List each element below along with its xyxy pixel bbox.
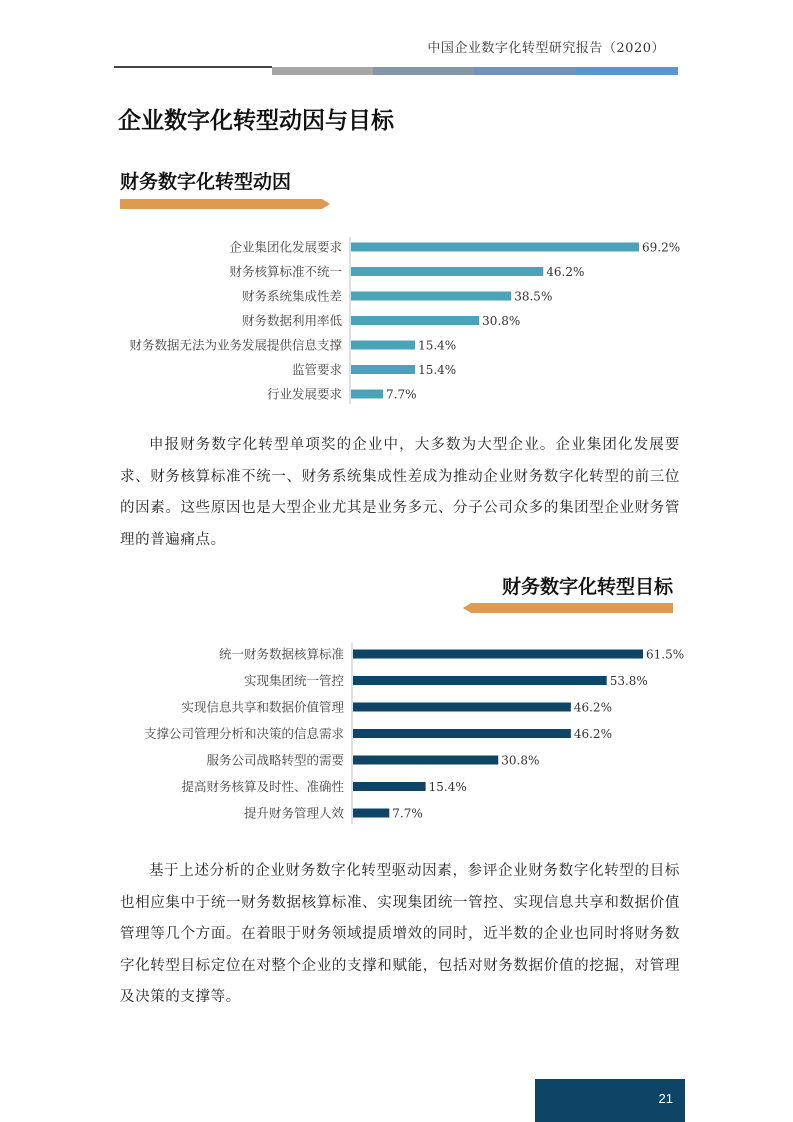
section2-paragraph: 基于上述分析的企业财务数字化转型驱动因素，参评企业财务数字化转型的目标也相应集中于统一财务数据核算标准、实现集团统一管控、实现信息共享和数据价值管理等几个方面。在着眼于财务领域提质增效的同时，近半数的企业也同时将财务数字化转型目标定位在对整个企业的支撑和赋能，包括对财务数据价值的挖掘，对管理及决策的支撑等。 (120, 863, 680, 1005)
bar (353, 650, 643, 659)
value-label: 15.4% (418, 363, 457, 377)
bar (351, 390, 383, 399)
section2-title: 财务数字化转型目标 (501, 576, 673, 598)
bar (353, 703, 571, 712)
category-label: 企业集团化发展要求 (229, 239, 342, 255)
bar (351, 316, 479, 325)
bar (351, 243, 639, 252)
category-label: 财务系统集成性差 (241, 288, 342, 304)
header-bar-4 (576, 67, 678, 75)
category-label: 行业发展要求 (266, 386, 342, 402)
category-label: 财务核算标准不统一 (229, 264, 342, 279)
section2-ribbon-shape (463, 603, 673, 613)
category-label: 财务数据无法为业务发展提供信息支撑 (129, 337, 342, 353)
value-label: 53.8% (609, 674, 648, 688)
value-label: 30.8% (482, 314, 521, 328)
value-label: 69.2% (642, 240, 681, 255)
page-title: 企业数字化转型动因与目标 (118, 108, 394, 134)
bar (353, 809, 389, 818)
section1-ribbon (118, 197, 332, 211)
value-label: 15.4% (428, 780, 467, 794)
page-number-box (535, 1079, 685, 1122)
section1-bar-chart (0, 232, 793, 407)
value-label: 46.2% (573, 727, 612, 741)
page-number: 21 (658, 1091, 673, 1106)
value-label: 7.7% (392, 806, 423, 821)
category-label: 提高财务核算及时性、准确性 (181, 779, 344, 794)
value-label: 46.2% (546, 265, 585, 279)
header-rule (114, 66, 272, 68)
report-title: 中国企业数字化转型研究报告（2020） (427, 41, 665, 56)
section2-ribbon (459, 601, 677, 615)
header-bar-1 (272, 67, 373, 75)
value-label: 15.4% (418, 338, 457, 353)
header-bar-3 (474, 67, 576, 75)
category-label: 实现集团统一管控 (243, 673, 344, 688)
category-label: 财务数据利用率低 (241, 313, 342, 328)
category-label: 实现信息共享和数据价值管理 (181, 699, 344, 715)
section1-paragraph: 申报财务数字化转型单项奖的企业中，大多数为大型企业。企业集团化发展要求、财务核算标准不统一、财务系统集成性差成为推动企业财务数字化转型的前三位的因素。这些原因也是大型企业尤其是业务多元、分子公司众多的集团型企业财务管理的普遍痛点。 (120, 437, 680, 548)
category-label: 提升财务管理人效 (243, 805, 344, 821)
value-label: 61.5% (646, 647, 685, 662)
value-label: 46.2% (573, 700, 612, 715)
bar (351, 341, 415, 350)
category-label: 服务公司战略转型的需要 (206, 752, 344, 768)
section1-title: 财务数字化转型动因 (120, 171, 292, 193)
section1-ribbon-shape (120, 199, 330, 209)
category-label: 支撑公司管理分析和决策的信息需求 (143, 726, 344, 741)
section2-bar-chart (0, 639, 793, 829)
value-label: 30.8% (501, 753, 540, 768)
bar (351, 267, 543, 276)
bar (353, 782, 426, 791)
category-label: 统一财务数据核算标准 (218, 646, 344, 662)
bar (353, 729, 571, 738)
category-label: 监管要求 (291, 362, 342, 377)
value-label: 38.5% (514, 289, 553, 304)
value-label: 7.7% (386, 387, 417, 402)
bar (353, 676, 607, 685)
bar (351, 292, 511, 301)
bar (353, 756, 498, 765)
bar (351, 365, 415, 374)
header-bar-2 (373, 67, 474, 75)
